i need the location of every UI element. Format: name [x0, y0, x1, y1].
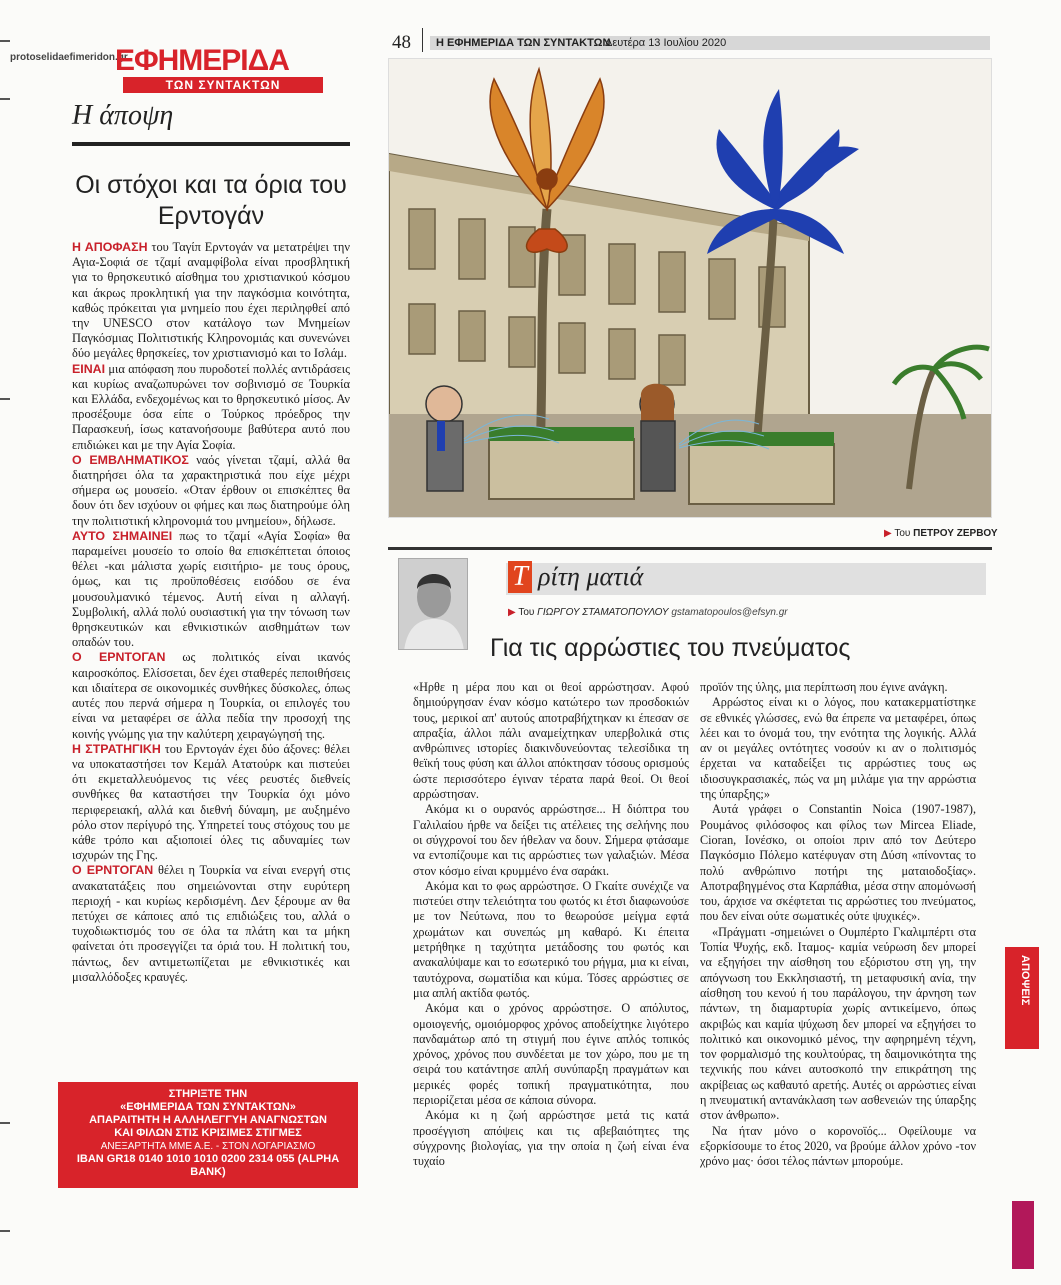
support-line: ΑΝΕΞΑΡΤΗΤΑ ΜΜΕ Α.Ε. - ΣΤΟΝ ΛΟΓΑΡΙΑΣΜΟ [100, 1141, 316, 1152]
column-paragraph: Να ήταν μόνο ο κορονοϊός... Οφείλουμε να εξορκίσουμε το έτος 2020, να βρούμε άλλον χρόνο -τον χρόνο μας· όσοι τέλος πάντων μπορούμε. [700, 1123, 976, 1169]
column-title: ρίτη ματιά [538, 562, 644, 591]
column-top-rule [388, 547, 992, 550]
header-date: Δευτέρα 13 Ιουλίου 2020 [605, 37, 727, 49]
figure-left [426, 386, 463, 491]
column-paragraph: «Πράγματι -σημειώνει ο Ουμπέρτο Γκαλιμπέρτι στα Τοπία Ψυχής, εκδ. Ιταμος- καμία νεύρωση δεν μπορεί να εξηγήσει την αίσθηση του εξόριστου στη γη, την απόγνωση του Εκκλησιαστή, τη μεταφυσική ανία, την αίσθηση του κενού ή του παράλογου, την άρνηση των πάντων, τη διαμαρτυρία χωρίς αντικείμενο, όπως ακριβώς και καμία ψύχωση δεν μπορεί να εξηγήσει το πολιτικό και οικονομικό μένος, την αφηρημένη τέχνη, τον φορμαλισμό της κουλτούρας, τη δαιμονικότητα της τεχνικής που κάνει αυτοσκοπό την επικράτηση της ακρίβειας ως καθαυτό αρετής. Αυτές οι αρρώστιες είναι η πνευματική αντανάκλαση των ασθενειών της ύπαρξης στον άνθρωπο». [700, 924, 976, 1123]
column-headline: Για τις αρρώστιες του πνεύματος [490, 634, 851, 662]
column-paragraph: Αυτά γράφει ο Constantin Noica (1907-1987), Ρουμάνος φιλόσοφος και φίλος των Mircea Eliade, Cioran, Ιονέσκο, οι οποίοι πριν από τον Δεύτερο Παγκόσμιο Πόλεμο κατέφυγαν στη Δύση «πίνοντας το πολύ ανθρώπινο ποτήρι της ματαιοδοξίας». Αποτραβηγμένος στα Καρπάθια, μέσα στην απομόνωσή του, άρχισε να σκέφτεται τις αρρώστιες του πνεύματος, που δεν είναι ούτε σωματικές ούτε ψυχικές». [700, 802, 976, 924]
paragraph-kicker: ΑΥΤΟ ΣΗΜΑΙΝΕΙ [72, 528, 173, 543]
opinion-paragraph [72, 529, 350, 651]
opinion-paragraph [72, 742, 350, 864]
scan-mark [0, 398, 10, 400]
column-paragraph: Ακόμα και ο χρόνος αρρώστησε. Ο απόλυτος, ομοιογενής, ομοιόμορφος χρόνος αποδείχτηκε λιγότερο πανδαμάτωρ από τη στιγμή που έγινε απλός τοπικός χρόνος, χρόνος που συνδέεται με τον χώρο, που με τη σειρά του κατάντησε απλή συνύπαρξη πραγμάτων και μερικές φορές τοπική πραγματικότητα, που περιορίζεται μέσα σε κάποια σύνορα. [413, 1001, 689, 1108]
paragraph-kicker: Η ΑΠΟΦΑΣΗ [72, 240, 148, 254]
side-tab-label: ΑΠΟΨΕΙΣ [1019, 955, 1031, 1006]
paragraph-kicker: Ο ΕΜΒΛΗΜΑΤΙΚΟΣ [72, 452, 189, 467]
opinion-paragraph [72, 863, 350, 985]
planter-grass [489, 427, 634, 441]
column-paragraph: «Ηρθε η μέρα που και οι θεοί αρρώστησαν. Αφού δημιούργησαν έναν κόσμο κατώτερο των προσδοκιών τους, μερικοί απ' αυτούς αποτραβήχτηκαν κι έπεσαν σε απραξία, άλλοι πάλι αναμείχτηκαν υπερβολικά στις ανθρώπινες ιστορίες διακινδυνεύοντας τελεσίδικα τη θεϊκή τους φύση και άλλοι απόκτησαν τόσους ορισμούς ώστε περισσότερο έγιναν τέρατα παρά θεοί. Οι θεοί αρρώστησαν. [413, 680, 689, 802]
opinion-paragraph [72, 362, 350, 453]
support-box [58, 1082, 358, 1188]
logo-title: ΕΦΗΜΕΡΙΔΑ [115, 44, 289, 77]
paragraph-text: ναός γίνεται τζαμί, αλλά θα διατηρήσει όλα τα χαρακτηριστικά που είχε μέχρι σήμερα ως μουσείο. «Οταν έρθουν οι επισκέπτες θα δουν ότι δεν ισχύουν οι φήμες και πως διατηρούμε όλη την πολιτιστική κληρονομιά του μνημείου», δήλωσε. [72, 452, 351, 528]
cartoon-illustration [389, 59, 992, 518]
paragraph-kicker: Η ΣΤΡΑΤΗΓΙΚΗ [72, 741, 161, 756]
credit-name: ΠΕΤΡΟΥ ΖΕΡΒΟΥ [913, 528, 998, 539]
column-paragraph: Αρρώστος είναι κι ο λόγος, που κατακερματίστηκε σε εθνικές γλώσσες, ενώ θα έπρεπε να μεταφέρει, όπως λέει και το όνομά του, την ενότητα της λογικής. Αλλά αν οι μεγάλες οντότητες νοσούν κι αν ο πολιτισμός έρχεται να καταδείξει τις αρρώστιες τους ως ιδιοσυγκρασιακές, πώς να μη μιλάμε για την αρρώστια της ύπαρξης;» [700, 695, 976, 802]
section-label: Η άποψη [72, 100, 174, 131]
column-author [508, 607, 788, 618]
column-paragraph: Ακόμα κι ο ουρανός αρρώστησε... Η διόπτρα του Γαλιλαίου ήρθε να δείξει τις ατέλειες της σελήνης που οι σύγχρονοί του δεν ήθελαν να δουν. Σήμερα φτάσαμε να εντοπίζουμε και τις αρρώστιες των γαλαξιών. Μέσα στον κόσμο είναι κρυμμένο ένα σαράκι. [413, 802, 689, 878]
header-paper-name: Η ΕΦΗΜΕΡΙΔΑ ΤΩΝ ΣΥΝΤΑΚΤΩΝ [436, 37, 611, 49]
section-side-tab [1005, 947, 1039, 1049]
support-iban: IBAN GR18 0140 1010 1010 0200 2314 055 (ALPHA BANK) [76, 1153, 340, 1178]
section-rule [72, 142, 350, 146]
scan-mark [0, 1122, 10, 1124]
support-line: ΚΑΙ ΦΙΛΩΝ ΣΤΙΣ ΚΡΙΣΙΜΕΣ ΣΤΙΓΜΕΣ [114, 1127, 302, 1139]
column-text-left [413, 680, 689, 1170]
paragraph-text: μια απόφαση που πυροδοτεί πολλές αντιδράσεις και κυρίως αναζωπυρώνει τον σοβινισμό σε Τουρκία και Ελλάδα, ενδεχομένως και το θρησκευτικό μίσος. Αν προσέξουμε όσα είπε ο Τούρκος πρόεδρος την Παρασκευή, ίσως κατανοήσουμε βαθύτερα αυτό που επιδιώκει και με την Αγία Σοφία. [72, 361, 350, 452]
author-name: ΓΙΩΡΓΟΥ ΣΤΑΜΑΤΟΠΟΥΛΟΥ [537, 607, 669, 618]
paragraph-text: του Ταγίπ Ερντογάν να μετατρέψει την Αγια-Σοφιά σε τζαμί αναμφίβολα είναι προσβλητική για το θρησκευτικό αίσθημα του χριστιανικού κόσμου και άκρως προκλητική για την παγκόσμια κοινότητα, καθώς πρόκειται για μνημείο που έχει περιληφθεί από την UNESCO στον κατάλογο των Μνημείων Παγκόσμιας Πολιτιστικής Κληρονομιάς και συνενώνει δύο μεγάλες θρησκείες, τον χριστιανισμό και το Ισλάμ. [72, 240, 350, 361]
author-portrait [398, 558, 468, 650]
paragraph-text: θέλει η Τουρκία να είναι ενεργή στις ανακατατάξεις που σημειώνονται στην ευρύτερη περιοχή - και κυρίως κερδισμένη. Δεν ξέρουμε αν θα πετύχει σε κάποιες από τις επιδιώξεις του, αλλά ο τυχοδιωκτισμός του σε όλα τα πλάτη και τα μήκη φαίνεται ότι προσεγγίζει τα όριά του. Η πολιτική του, πάντως, δεν αντιμετωπίζεται με εθνικιστικές και μισαλλόδοξες κραυγές. [72, 863, 350, 984]
figure-right [640, 384, 675, 491]
paragraph-text: του Ερντογάν έχει δύο άξονες: θέλει να υποκαταστήσει τον Κεμάλ Ατατούρκ και πιστεύει ότι εκμεταλλευόμενος τις νέες ρευστές διεθνείς συνθήκες θα καταστήσει την Τουρκία όχι μόνο περιφερειακή, αλλά και διεθνή δύναμη, με αυξημένο ρόλο στον περίγυρό της. Υπηρετεί τους στόχους του με κάθε τρόπο και αξιοποιεί όλες τις αδυναμίες των ισχυρών της Γης. [72, 741, 350, 863]
planter [489, 439, 634, 499]
column-paragraph: προϊόν της ύλης, μια περίπτωση που έγινε ανάγκη. [700, 680, 948, 694]
scan-mark [0, 98, 10, 100]
opinion-headline: Οι στόχοι και τα όρια του Ερντογάν [75, 171, 347, 230]
opinion-body [72, 240, 350, 985]
author-prefix: Του [518, 607, 535, 618]
opinion-paragraph [72, 650, 350, 741]
scan-mark [0, 40, 10, 42]
paragraph-kicker: ΕΙΝΑΙ [72, 361, 106, 376]
paragraph-kicker: Ο ΕΡΝΤΟΓΑΝ [72, 650, 166, 665]
credit-prefix: Του [894, 528, 911, 539]
site-watermark: protoselidaefimeridon.gr [10, 52, 128, 63]
column-title-initial: Τ [508, 561, 532, 593]
triangle-icon: ▶ [508, 607, 516, 618]
column-text-right [700, 680, 976, 1170]
column-paragraph: Ακόμα κι η ζωή αρρώστησε μετά τις κατά προσέγγιση απόψεις και τις αβεβαιότητες της σύγχρονης βιολογίας, για την οποία η ζωή είναι ένα τυχαίο [413, 1108, 689, 1169]
author-email: gstamatopoulos@efsyn.gr [671, 607, 788, 618]
support-line: ΣΤΗΡΙΞΤΕ ΤΗΝ [168, 1088, 248, 1100]
column-paragraph: Ακόμα και το φως αρρώστησε. Ο Γκαίτε συνέχιζε να πιστεύει στην τελειότητα του φωτός κι έτσι διαφωνούσε με τον Νεύτωνα, που το θεωρούσε μείγμα εφτά χρωμάτων και συνεπώς μη καθαρό. Κι έπειτα μετρήθηκε η ταχύτητα μετάδοσης του φωτός και ανακαλύψαμε και το εσωτερικό του ρήγμα, μια κι είναι, ταυτόχρονα, σωματίδια και κύμα. Τόσες αρρώστιες σε μια απλή ακτίδα φωτός. [413, 878, 689, 1000]
opinion-paragraph [72, 453, 350, 529]
header-divider [422, 28, 423, 52]
paragraph-text: ως πολιτικός είναι ικανός καιροσκόπος. Ελίσσεται, δεν έχει σταθερές πεποιθήσεις και ιδιαίτερα σε οικονομικές συνθήκες δύσκολες, όπως αυτές που περνά σήμερα η Τουρκία, οι επιλογές του είναι να μεταφέρει σε άλλα πεδία την προσοχή της κοινής γνώμης για την καλύτερη χειραγώγησή της. [72, 650, 350, 741]
support-line: ΑΠΑΡΑΙΤΗΤΗ Η ΑΛΛΗΛΕΓΓΥΗ ΑΝΑΓΝΩΣΤΩΝ [89, 1114, 327, 1126]
opinion-paragraph [72, 240, 350, 362]
page-number: 48 [392, 32, 411, 53]
support-line: «ΕΦΗΜΕΡΙΔΑ ΤΩΝ ΣΥΝΤΑΚΤΩΝ» [120, 1101, 296, 1113]
paragraph-kicker: Ο ΕΡΝΤΟΓΑΝ [72, 863, 154, 878]
page-edge-tab [1012, 1201, 1034, 1269]
triangle-icon: ▶ [884, 528, 892, 539]
scan-mark [0, 1230, 10, 1232]
cartoon-credit [884, 528, 998, 539]
newspaper-logo [115, 46, 355, 93]
editorial-cartoon [388, 58, 992, 518]
paragraph-text: πως το τζαμί «Αγία Σοφία» θα παραμείνει μουσείο το οποίο θα επισκέπτεται όποιος θέλει -και μάλιστα χωρίς εισιτήριο- με τους όρους, όμως, και τις προϋποθέσεις εισόδου σε ένα μουσουλμανικό τέμενος. Αυτή είναι η αλλαγή. Συμβολική, αλλά πολύ ουσιαστική για την τόνωση των θρησκευτικών και εθνικιστικών αισθημάτων των οπαδών του. [72, 528, 351, 650]
portrait-image [399, 559, 468, 650]
logo-subtitle: ΤΩΝ ΣΥΝΤΑΚΤΩΝ [123, 77, 323, 93]
planter [689, 444, 834, 504]
